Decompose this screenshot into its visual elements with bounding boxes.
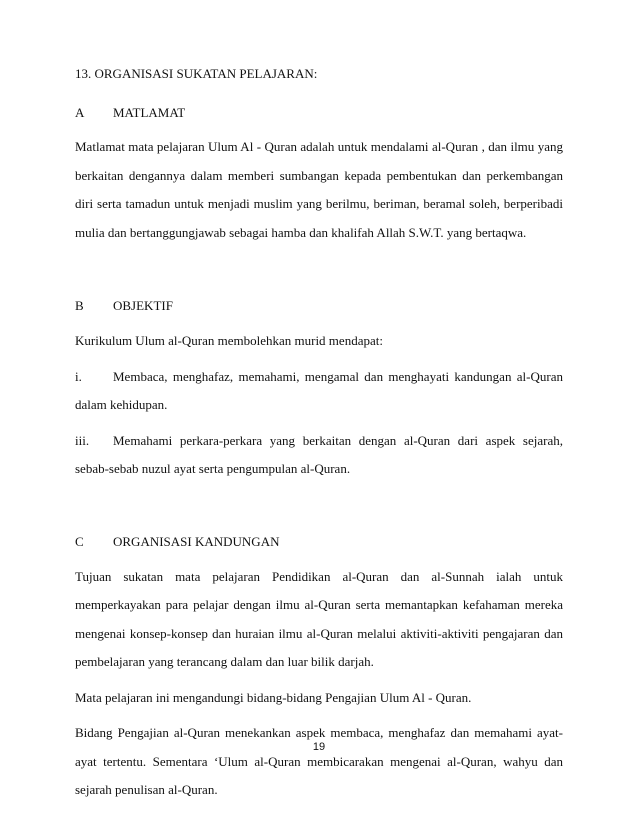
section-c-letter: C [75,533,84,549]
section-c-title: ORGANISASI KANDUNGAN [113,533,280,549]
section-c-paragraph: Tujuan sukatan mata pelajaran Pendidikan al-Quran dan al-Sunnah ialah untuk memperkayakan para pelajar dengan ilmu al-Quran serta memantapkan kefahaman mereka mengenai konsep-konsep dan huraian ilmu al-Quran melalui aktiviti-aktiviti pengajaran dan pembelajaran yang terancang dalam dan luar bilik darjah. [75,568,563,669]
section-a-heading [75,99,563,127]
objective-item [75,363,563,420]
section-b-heading [75,292,563,320]
section-c-heading [75,528,563,556]
page-number: 19 [312,741,326,753]
section-a-title: MATLAMAT [113,105,186,120]
section-b-letter: B [75,298,84,313]
objective-item [75,427,563,484]
section-a-letter: A [75,105,85,120]
objective-item-number: iii. [75,432,90,448]
page-content [75,60,563,805]
section-c-paragraph: Mata pelajaran ini mengandungi bidang-bidang Pengajian Ulum Al - Quran. [75,689,472,705]
section-b-title: OBJEKTIF [113,298,173,313]
objective-item-text [75,427,563,484]
objective-item-text [75,363,563,420]
objective-item-body: Memahami perkara-perkara yang berkaitan dengan al-Quran dari aspek sejarah, sebab-sebab nuzul ayat serta pengumpulan al-Quran. [75,432,563,476]
section-c-paragraph: Bidang Pengajian al-Quran menekankan aspek membaca, menghafaz dan memahami ayat-ayat tertentu. Sementara ‘Ulum al-Quran membicarakan mengenai al-Quran, wahyu dan sejarah penulisan al-Quran. [75,725,563,797]
document-heading: 13. ORGANISASI SUKATAN PELAJARAN: [75,66,318,81]
section-b-intro: Kurikulum Ulum al-Quran membolehkan murid mendapat: [75,333,383,348]
section-a-paragraph: Matlamat mata pelajaran Ulum Al - Quran adalah untuk mendalami al-Quran , dan ilmu yang berkaitan dengannya dalam memberi sumbangan kepada pembentukan dan perkembangan diri serta tamadun untuk menjadi muslim yang berilmu, beriman, beramal soleh, berperibadi mulia dan bertanggungjawab sebagai hamba dan khalifah Allah S.W.T. yang bertaqwa. [75,139,563,240]
objective-item-body: Membaca, menghafaz, memahami, mengamal dan menghayati kandungan al-Quran dalam kehidupan. [75,368,563,412]
objective-item-number: i. [75,368,82,384]
